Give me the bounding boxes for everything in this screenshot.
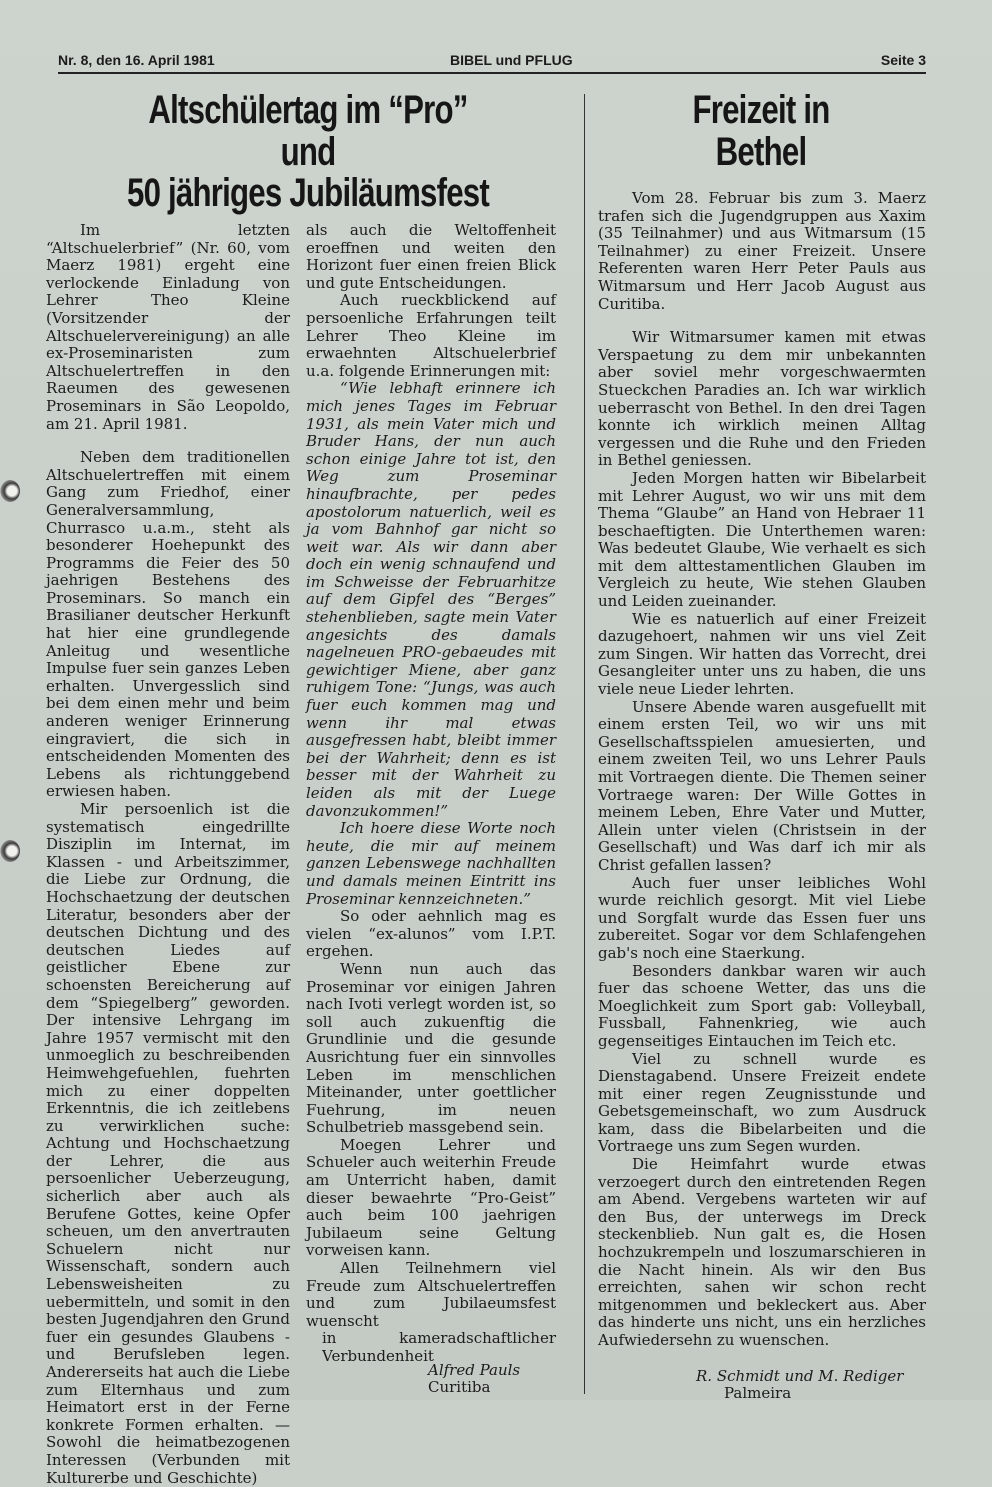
title-line: Bethel — [715, 129, 807, 174]
paragraph: Wie es natuerlich auf einer Freizeit dazugehoert, nahmen wir uns viel Zeit zum Singen. Wir hatten das Vorrecht, drei Gesangleiter unter uns zu haben, die uns viele neue Lieder lehrten. — [598, 609, 926, 699]
page-number: Seite 3 — [880, 52, 926, 68]
paragraph: Besonders dankbar waren wir auch fuer das schoene Wetter, das uns die Moeglichkeit zum Sport gab: Volleyball, Fussball, Fahnenkrieg, wie auch gegenseitiges Eintauchen im Teich etc. — [598, 961, 926, 1050]
author-name: Alfred Pauls — [428, 1361, 521, 1379]
author-signature-left — [428, 1362, 520, 1396]
paragraph: Mir persoenlich ist die systematisch eingedrillte Disziplin im Internat, im Klassen - und Arbeitszimmer, die Liebe zur Ordnung, die Hochschaetzung der deutschen Literatur, besonders aber der deutschen Dichtung und des deutschen Liedes auf geistlicher Ebene zur schoensten Bereicherung auf dem “Spiegelberg” geworden. Der intensive Lehrgang im Jahre 1957 vermischt mit den unmoeglich zu beschreibenden Heimwehgefuehlen, fuehrten mich zu einer doppelten Erkenntnis, die ich zeitlebens zu verwirklichen suche: Achtung und Hochschaetzung der Lehrer, die aus persoenlicher Ueberzeugung, sicherlich aber auch als Berufene Gottes, keine Opfer scheuen, um den anvertrauten Schuelern nicht nur Wissenschaft, sondern auch Lebensweisheiten zu uebermitteln, und somit in den besten Jugendjahren den Grund fuer ein gesundes Glaubens - und Berufsleben legen. Andererseits hat auch die Liebe zum Elternhaus und zum Heimatort erst in der Ferne konkrete Formen erhalten. — Sowohl die heimatbezogenen Interessen (Verbunden mit Kulturerbe und Geschichte) — [46, 800, 290, 1487]
punch-hole-lower — [0, 840, 20, 862]
quote-paragraph: Ich hoere diese Worte noch heute, die mir auf meinem ganzen Lebenswege nachhallten und damals meinen Eintritt ins Proseminar kennzeichneten.” — [306, 819, 556, 908]
paragraph: Moegen Lehrer und Schueler auch weiterhin Freude am Unterricht haben, damit dieser bewaehrte “Pro-Geist” auch beim 100 jaehrigen Jubilaeum seine Geltung vorweisen kann. — [306, 1135, 556, 1260]
title-line: Altschülertag im “Pro” — [148, 88, 468, 132]
author-place: Curitiba — [428, 1378, 491, 1396]
paragraph: Viel zu schnell wurde es Dienstagabend. Unsere Freizeit endete mit einer regen Zeugnisstunde und Gebetsgemeinschaft, wo zum Ausdruck kam, dass die Bibelarbeiten und die Vortraege uns zum Segen wurden. — [598, 1049, 926, 1156]
paragraph: in kameradschaftlicher Verbundenheit — [322, 1329, 556, 1365]
author-place: Palmeira — [724, 1384, 792, 1402]
issue-date: Nr. 8, den 16. April 1981 — [58, 52, 215, 68]
paragraph: Vom 28. Februar bis zum 3. Maerz trafen sich die Jugendgruppen aus Xaxim (35 Teilnahmer) und aus Witmarsum (15 Teilnahmer) zu einer Freizeit. Unsere Referenten waren Herr Peter Pauls aus Witmarsum und Herr Jacob August aus Curitiba. — [598, 189, 926, 313]
article-left-column-1 — [46, 222, 290, 1487]
paragraph: Die Heimfahrt wurde etwas verzoegert durch den eintretenden Regen am Abend. Vergebens warteten wir auf den Bus, der unterwegs im Dreck steckenblieb. Nun galt es, die Hosen hochzukrempeln und loszumarschieren in die Nacht hinein. Als wir den Bus erreichten, sahen wir schon recht mitgenommen und bekleckert aus. Aber das hinderte uns nicht, uns ein herzliches Aufwiedersehn zu wuenschen. — [598, 1155, 926, 1349]
paragraph: Auch rueckblickend auf persoenliche Erfahrungen teilt Lehrer Theo Kleine im erwaehnten Altschuelerbrief u.a. folgende Erinnerungen mit: — [306, 291, 556, 380]
paragraph: Neben dem traditionellen Altschuelertreffen mit einem Gang zum Friedhof, einer Generalversammlung, Churrasco u.a.m., steht als besonderer Hoehepunkt des Programms die Feier des 50 jaehrigen Bestehens des Proseminars. So manch ein Brasilianer deutscher Herkunft hat hier eine grundlegende Anleitug und wesentliche Impulse fuer sein ganzes Leben erhalten. Unvergesslich sind bei dem einen mehr und beim anderen weniger Erinnerung eingraviert, die sich in entscheidenden Momenten des Lebens als richtunggebend erwiesen haben. — [46, 448, 290, 801]
paragraph: Jeden Morgen hatten wir Bibelarbeit mit Lehrer August, wo wir uns mit dem Thema “Glaube” an Hand von Hebraer 11 beschaeftigten. Die Unterthemen waren: Was bedeutet Glaube, Wie verhaelt es sich mit dem alttestamentlichen Glauben im Vergleich zu heute, Wie stehen Glauben und Leiden zueinander. — [598, 468, 926, 611]
paragraph: Unsere Abende waren ausgefuellt mit einem ersten Teil, wo wir uns mit Gesellschaftsspielen amuesierten, und einem zweiten Teil, wo uns Lehrer Pauls mit Vortraegen diente. Die Themen seiner Vortraege waren: Der Wille Gottes in meinem Leben, Ehre Vater und Mutter, Allein unter vielen (Christsein in der Gesellschaft) und Was darf ich mir als Christ gefallen lassen? — [598, 697, 926, 874]
title-line: Freizeit in — [692, 88, 830, 132]
quote-paragraph: “Wie lebhaft erinnere ich mich jenes Tages im Februar 1931, als mein Vater mich und Bruder Hans, der nun auch schon einige Jahre tot ist, den Weg zum Proseminar hinaufbrachte, per pedes apostolorum natuerlich, weil es ja vom Bahnhof gar nicht so weit war. Als wir dann aber doch ein wenig schnaufend und im Schweisse der Februarhitze auf dem Gipfel des “Berges” stehenblieben, sagte mein Vater angesichts des damals nagelneuen PRO-gebaeudes mit gewichtiger Miene, aber ganz ruhigem Tone: “Jungs, was auch fuer euch kommen mag und wenn ihr mal etwas ausgefressen habt, bleibt immer bei der Wahrheit; denn es ist besser mit der Wahrheit zu leiden als mit der Luege davonzukommen!” — [306, 379, 556, 820]
article-right-column — [598, 190, 926, 1350]
author-name: R. Schmidt und M. Rediger — [696, 1367, 904, 1385]
paragraph: So oder aehnlich mag es vielen “ex-alunos” vom I.P.T. ergehen. — [306, 907, 556, 961]
paragraph: als auch die Weltoffenheit eroeffnen und weiten den Horizont fuer einen freien Blick und gute Entscheidungen. — [306, 221, 556, 292]
paragraph: Wenn nun auch das Proseminar vor einigen Jahren nach Ivoti verlegt worden ist, so soll auch zukuenftig die Grundlinie und die gesunde Ausrichtung fuer ein sinnvolles Leben im menschlichen Miteinander, unter goettlicher Fuehrung, im neuen Schulbetrieb massgebend sein. — [306, 959, 556, 1137]
column-divider — [584, 94, 585, 1394]
paragraph: Im letzten “Altschuelerbrief” (Nr. 60, vom Maerz 1981) ergeht eine verlockende Einladung von Lehrer Theo Kleine (Vorsitzender der Altschuelervereinigung) an alle ex-Proseminaristen zum Altschuelertreffen in den Raeumen des gewesenen Proseminars in São Leopoldo, am 21. April 1981. — [46, 221, 290, 433]
page-header — [58, 50, 926, 74]
title-line: 50 jähriges Jubiläumsfest — [127, 171, 489, 216]
publication-name: BIBEL und PFLUG — [450, 52, 573, 68]
paragraph: Allen Teilnehmern viel Freude zum Altschuelertreffen und zum Jubilaeumsfest wuenscht — [306, 1259, 556, 1330]
article-title-altschuelertag — [48, 90, 568, 215]
paragraph: Auch fuer unser leibliches Wohl wurde reichlich gesorgt. Mit viel Liebe und Sorgfalt wurde das Essen fuer uns zubereitet. Sogar vor dem Schlafengehen gab's noch eine Staerkung. — [598, 873, 926, 962]
author-signature-right — [696, 1368, 903, 1402]
article-title-freizeit — [598, 90, 924, 173]
punch-hole-upper — [0, 480, 20, 502]
article-left-column-2 — [306, 222, 556, 1366]
title-line: und — [280, 129, 336, 174]
paragraph: Wir Witmarsumer kamen mit etwas Verspaetung zu dem mir unbekannten aber soviel mehr vorgeschwaermten Stueckchen Paradies an. Ich war wirklich ueberrascht von Bethel. In den drei Tagen konnte ich wirklich meinen Alltag vergessen und die Ruhe und den Frieden in Bethel geniessen. — [598, 328, 926, 470]
